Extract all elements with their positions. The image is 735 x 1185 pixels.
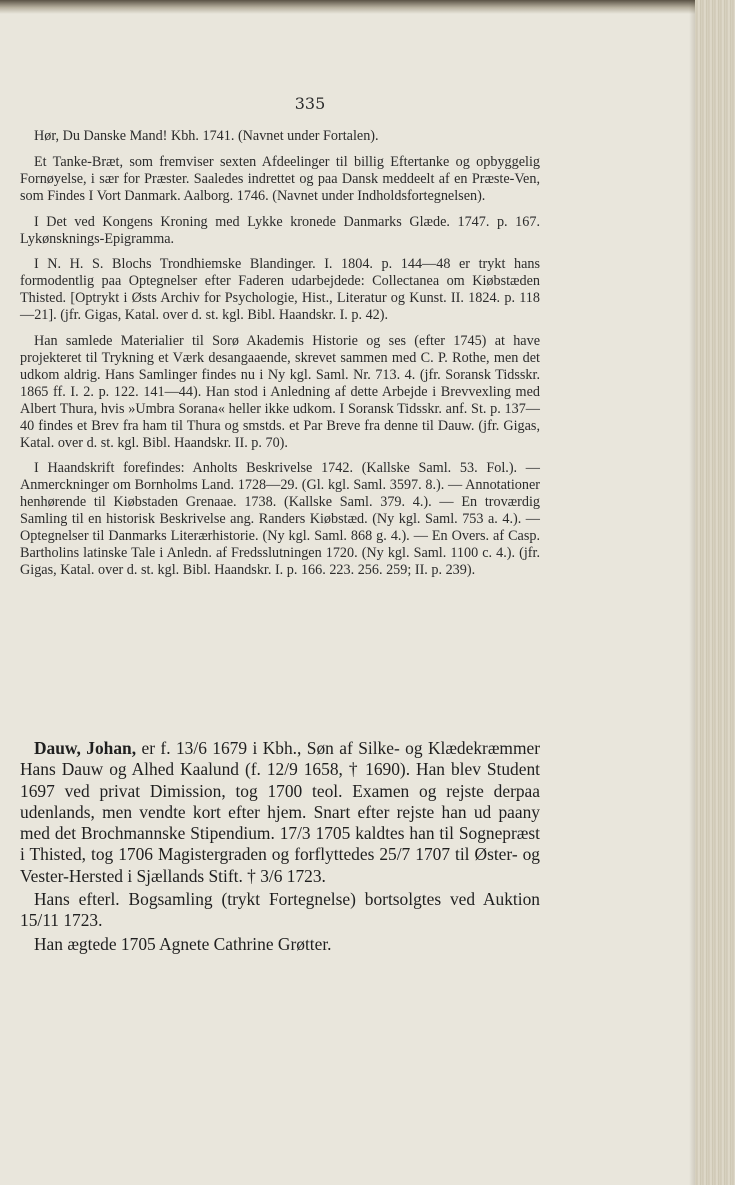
notes-section (20, 128, 540, 588)
note-paragraph: I Haandskrift forefindes: Anholts Beskrivelse 1742. (Kallske Saml. 53. Fol.). — Anmerckninger om Bornholms Land. 1728—29. (Gl. kgl. Saml. 3597. 8.). — Annotationer henhørende til Kiøbstaden Grenaae. 1738. (Kallske Saml. 379. 4.). — En troværdig Samling til en historisk Beskrivelse ang. Randers Kiøbstæd. (Ny kgl. Saml. 753 a. 4.). — Optegnelser til Danmarks Literærhistorie. (Ny kgl. Saml. 868 g. 4.). — En Overs. af Casp. Bartholins latinske Tale i Anledn. af Fredsslutningen 1720. (Ny kgl. Saml. 1100 c. 4.). (jfr. Gigas, Katal. over d. st. kgl. Bibl. Haandskr. I. p. 166. 223. 256. 259; II. p. 239). (20, 460, 540, 578)
biography-paragraph (20, 738, 540, 887)
biography-paragraph: Han ægtede 1705 Agnete Cathrine Grøtter. (34, 933, 332, 954)
biography-paragraph: Hans efterl. Bogsamling (trykt Fortegnelse) bortsolgtes ved Auktion 15/11 1723. (20, 889, 540, 931)
page-number: 335 (294, 94, 326, 113)
note-paragraph: I N. H. S. Blochs Trondhiemske Blandinger. I. 1804. p. 144—48 er trykt hans formodentlig paa Optegnelser efter Faderen udarbejdede: Collectanea om Kiøbstæden Thisted. [Optrykt i Østs Archiv for Psychologie, Hist., Literatur og Kunst. II. 1824. p. 118—21]. (jfr. Gigas, Katal. over d. st. kgl. Bibl. Haandskr. I. p. 42). (20, 256, 540, 324)
note-paragraph: Hør, Du Danske Mand! Kbh. 1741. (Navnet under Fortalen). (34, 128, 379, 144)
top-page-edge (0, 0, 735, 14)
biography-entry (20, 738, 540, 957)
note-paragraph: Han samlede Materialier til Sorø Akademis Historie og ses (efter 1745) at have projekteret til Trykning et Værk desangaaende, skrevet sammen med C. P. Rothe, men det udkom aldrig. Hans Samlinger findes nu i Ny kgl. Saml. Nr. 713. 4. (jfr. Soransk Tidsskr. 1865 ff. I. 2. p. 122. 141—44). Han stod i Anledning af dette Arbejde i Brevvexling med Albert Thura, hvis »Umbra Sorana« heller ikke udkom. I Soransk Tidsskr. anf. St. p. 137—40 findes et Brev fra ham til Thura og smstds. et Par Breve fra denne til Dauw. (jfr. Gigas, Katal. over d. st. kgl. Bibl. Haandskr. II. p. 70). (20, 333, 540, 451)
book-page-edges (695, 0, 735, 1185)
entry-name: Dauw, Johan, (34, 738, 137, 758)
note-paragraph: Et Tanke-Bræt, som fremviser sexten Afdeelinger til billig Eftertanke og opbyggelig Fornøyelse, i sær for Præster. Saaledes indrettet og paa Dansk meddeelt af en Præste-Ven, som Findes I Vort Danmark. Aalborg. 1746. (Navnet under Indholdsfortegnelsen). (20, 153, 540, 204)
biography-text: er f. 13/6 1679 i Kbh., Søn af Silke- og Klædekræmmer Hans Dauw og Alhed Kaalund (f. 12/9 1658, † 1690). Han blev Student 1697 ved privat Dimission, tog 1700 teol. Examen og rejste derpaa udenlands, men vendte kort efter hjem. Snart efter rejste han ud paany med det Brochmannske Stipendium. 17/3 1705 kaldtes han til Sognepræst i Thisted, tog 1706 Magistergraden og forflyttedes 25/7 1707 til Øster- og Vester-Hersted i Sjællands Stift. † 3/6 1723. (20, 738, 541, 886)
note-paragraph: I Det ved Kongens Kroning med Lykke kronede Danmarks Glæde. 1747. p. 167. Lykønsknings-Epigramma. (20, 213, 540, 247)
